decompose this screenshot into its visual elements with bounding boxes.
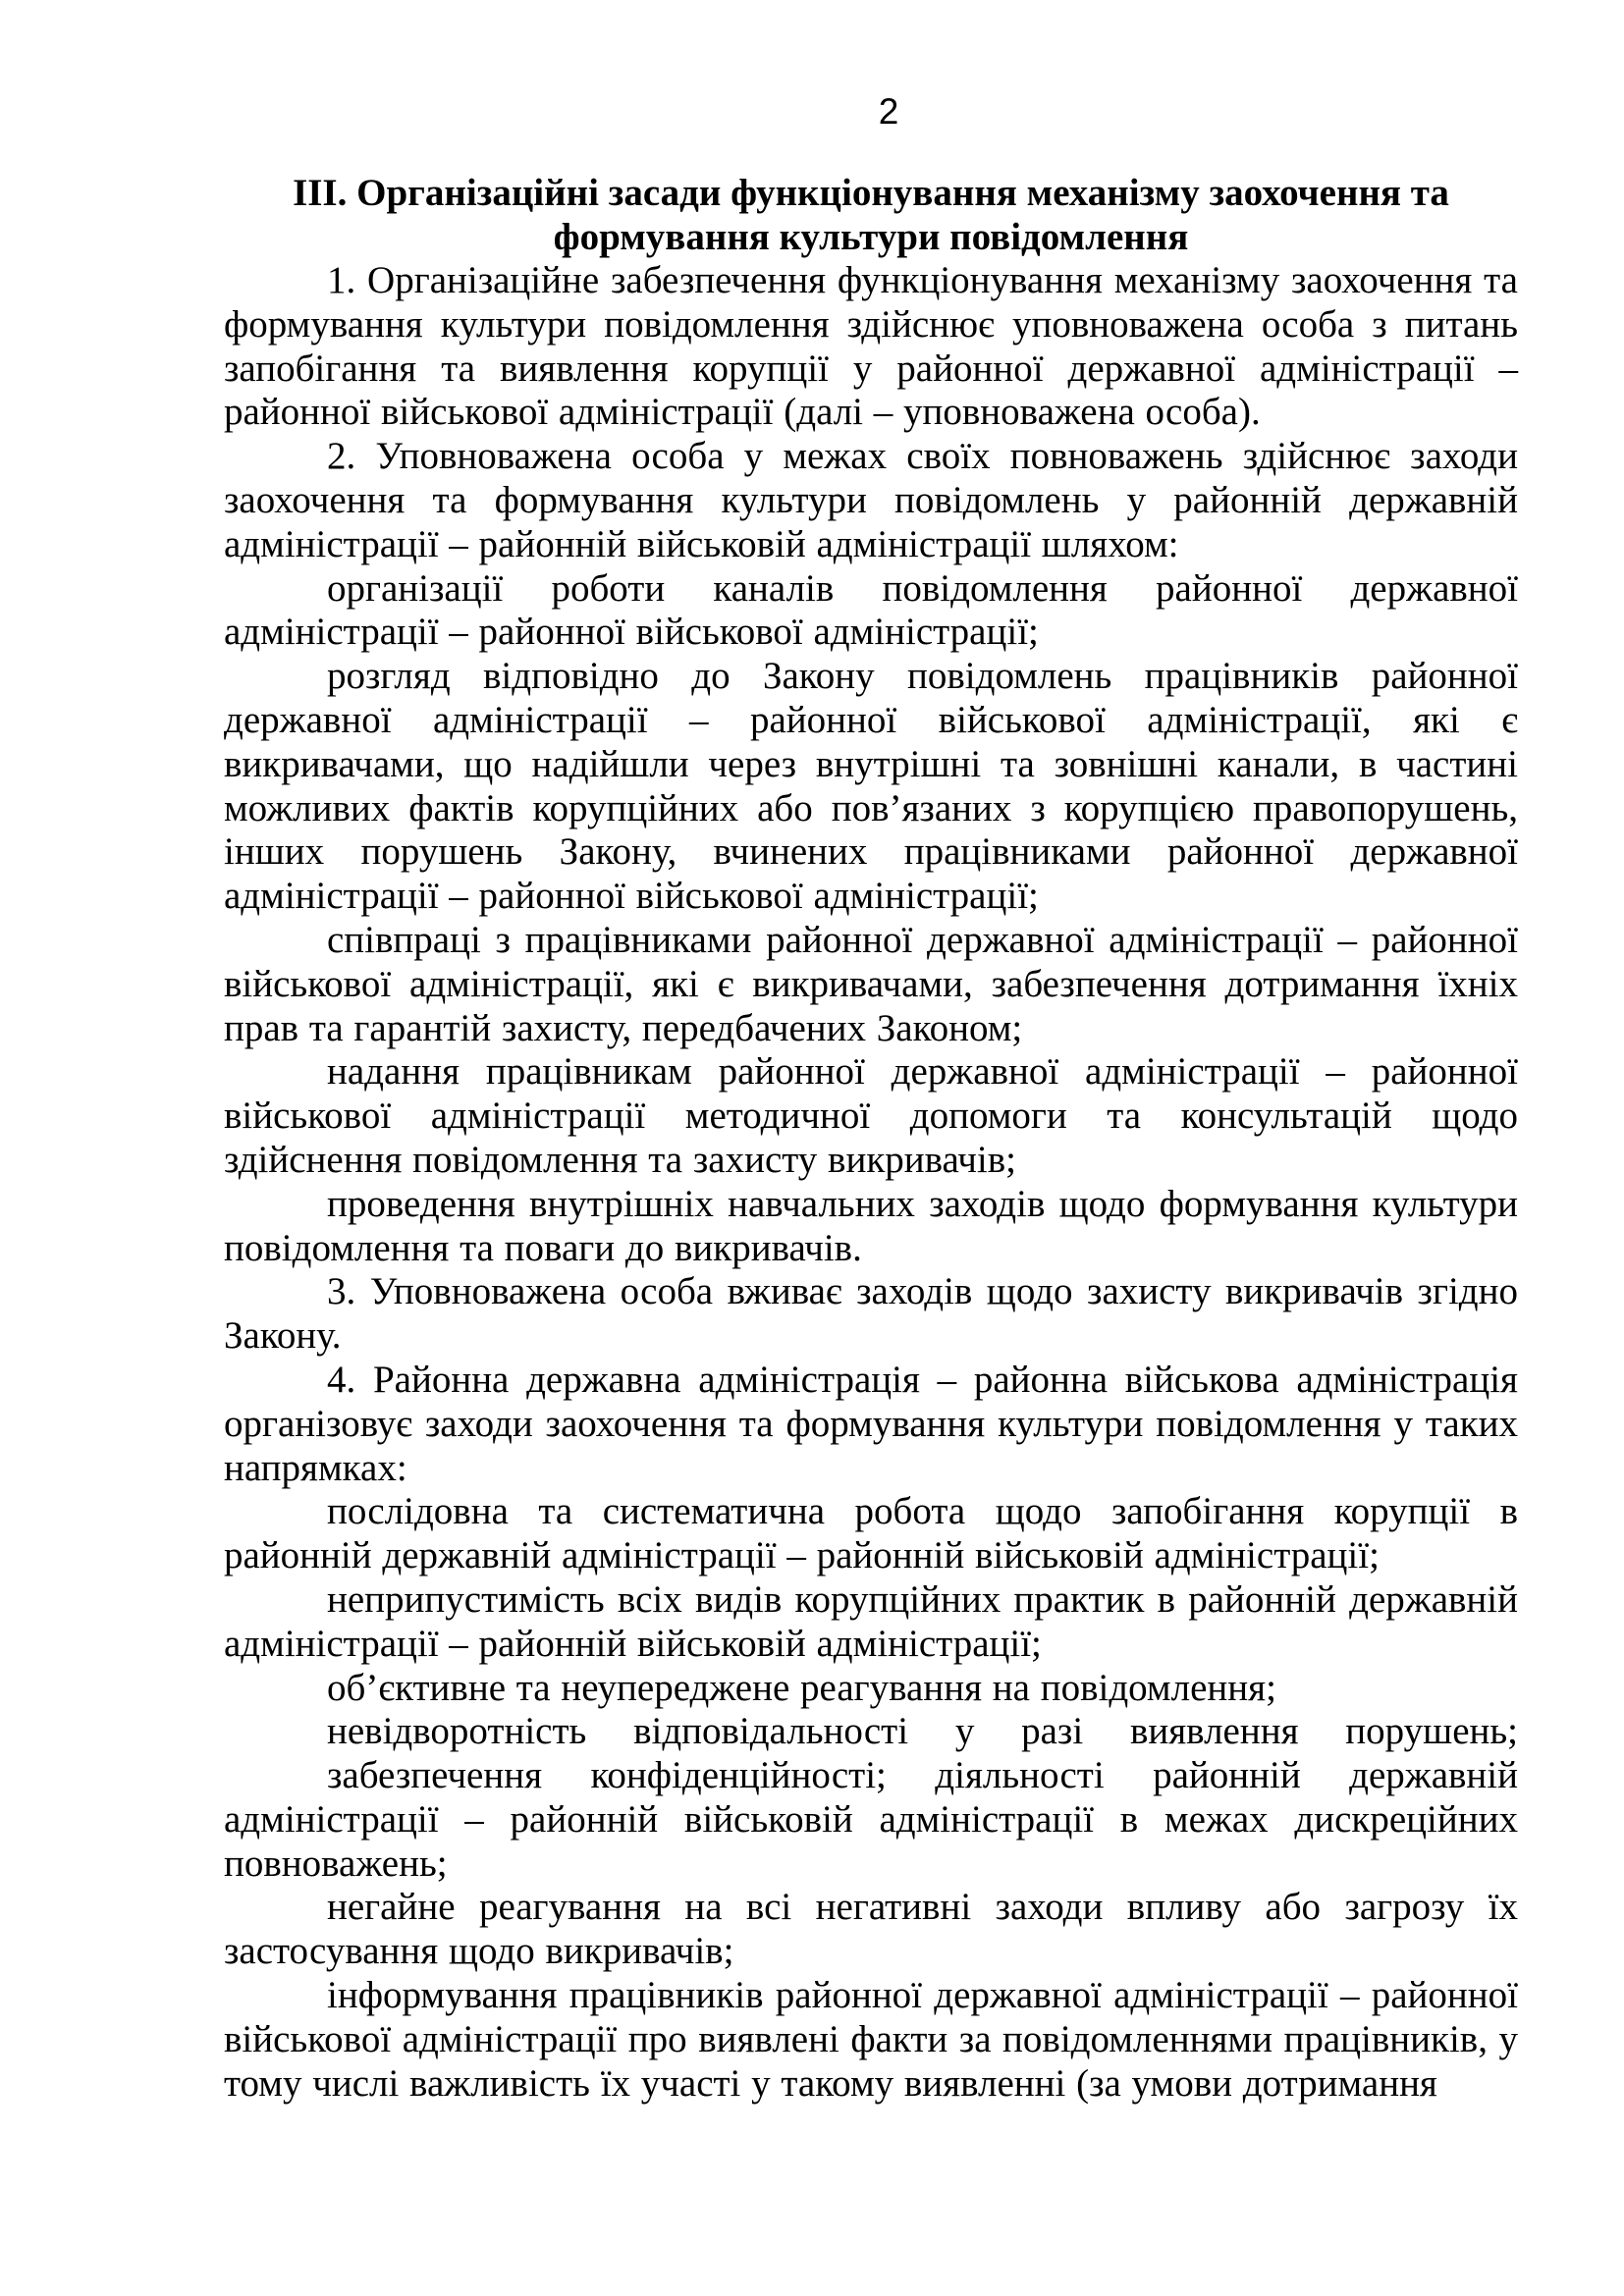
page-number: 2 bbox=[878, 91, 899, 132]
paragraph: 3. Уповноважена особа вживає заходів щодо захисту викривачів згідно Закону. bbox=[224, 1270, 1518, 1358]
paragraph: організації роботи каналів повідомлення районної державної адміністрації – районної військової адміністрації; bbox=[224, 566, 1518, 654]
paragraph: розгляд відповідно до Закону повідомлень працівників районної державної адміністрації – районної військової адміністрації, які є викривачами, що надійшли через внутрішні та зовнішні канали, в частині можливих фактів корупційних або пов’язаних з корупцією правопорушень, інших порушень Закону, вчинених працівниками районної державної адміністрації – районної військової адміністрації; bbox=[224, 655, 1518, 918]
paragraph: об’єктивне та неупереджене реагування на повідомлення; bbox=[327, 1666, 1276, 1709]
paragraph: проведення внутрішніх навчальних заходів щодо формування культури повідомлення та поваги до викривачів. bbox=[224, 1182, 1518, 1269]
paragraph: забезпечення конфіденційності; діяльності районній державній адміністрації – районній військовій адміністрації в межах дискреційних повноважень; bbox=[224, 1754, 1518, 1885]
paragraph: 1. Організаційне забезпечення функціонування механізму заохочення та формування культури повідомлення здійснює уповноважена особа з питань запобігання та виявлення корупції у районної державної адміністрації – районної військової адміністрації (далі – уповноважена особа). bbox=[224, 259, 1518, 434]
paragraph: негайне реагування на всі негативні заходи впливу або загрозу їх застосування щодо викривачів; bbox=[224, 1886, 1518, 1973]
paragraph: інформування працівників районної державної адміністрації – районної військової адміністрації про виявлені факти за повідомленнями працівників, у тому числі важливість їх участі у такому виявленні (за умови дотримання bbox=[224, 1974, 1518, 2105]
section-heading-line-1: ІІІ. Організаційні засади функціонування механізму заохочення та bbox=[293, 172, 1449, 214]
section-heading bbox=[224, 171, 1518, 259]
document-content bbox=[224, 0, 1518, 2106]
paragraph: 4. Районна державна адміністрація – районна військова адміністрація організовує заходи заохочення та формування культури повідомлення у таких напрямках: bbox=[224, 1358, 1518, 1489]
paragraph: послідовна та систематична робота щодо запобігання корупції в районній державній адміністрації – районній військовій адміністрації; bbox=[224, 1490, 1518, 1577]
section-heading-line-2: формування культури повідомлення bbox=[553, 216, 1189, 258]
paragraph: співпраці з працівниками районної державної адміністрації – районної військової адміністрації, які є викривачами, забезпечення дотримання їхніх прав та гарантій захисту, передбачених Законом; bbox=[224, 918, 1518, 1049]
paragraph: невідворотність відповідальності у разі виявлення порушень; bbox=[327, 1710, 1518, 1753]
paragraph: 2. Уповноважена особа у межах своїх повноважень здійснює заходи заохочення та формування культури повідомлень у районній державній адміністрації – районній військовій адміністрації шляхом: bbox=[224, 435, 1518, 565]
paragraph: неприпустимість всіх видів корупційних практик в районній державній адміністрації – районній військовій адміністрації; bbox=[224, 1577, 1518, 1665]
paragraph: надання працівникам районної державної адміністрації – районної військової адміністрації методичної допомоги та консультацій щодо здійснення повідомлення та захисту викривачів; bbox=[224, 1050, 1518, 1181]
